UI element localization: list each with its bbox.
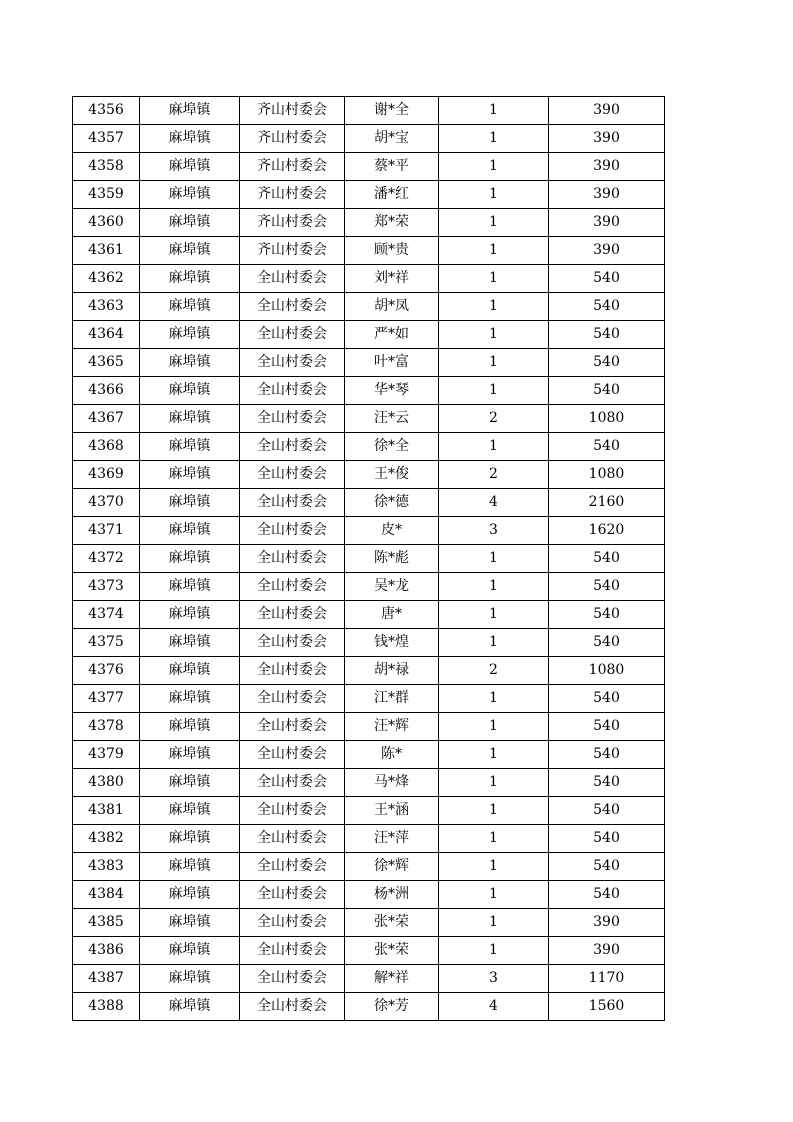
table-row (73, 181, 665, 209)
cell-household-count: 1 (439, 629, 549, 657)
cell-row-number: 4366 (73, 377, 140, 405)
data-table (72, 96, 665, 1021)
cell-town: 麻埠镇 (140, 965, 240, 993)
cell-amount: 1620 (549, 517, 665, 545)
cell-household-count: 1 (439, 237, 549, 265)
cell-household-count: 1 (439, 713, 549, 741)
table-row (73, 769, 665, 797)
table-row (73, 489, 665, 517)
table-row (73, 237, 665, 265)
cell-row-number: 4358 (73, 153, 140, 181)
table-row (73, 97, 665, 125)
cell-household-count: 1 (439, 265, 549, 293)
cell-row-number: 4371 (73, 517, 140, 545)
cell-town: 麻埠镇 (140, 461, 240, 489)
cell-household-count: 1 (439, 545, 549, 573)
cell-person-name: 谢*全 (345, 97, 439, 125)
cell-person-name: 华*琴 (345, 377, 439, 405)
table-row (73, 937, 665, 965)
table-row (73, 993, 665, 1021)
cell-row-number: 4388 (73, 993, 140, 1021)
cell-amount: 540 (549, 713, 665, 741)
cell-town: 麻埠镇 (140, 881, 240, 909)
cell-person-name: 汪*萍 (345, 825, 439, 853)
cell-amount: 1170 (549, 965, 665, 993)
cell-person-name: 汪*云 (345, 405, 439, 433)
cell-amount: 390 (549, 237, 665, 265)
cell-town: 麻埠镇 (140, 181, 240, 209)
cell-town: 麻埠镇 (140, 209, 240, 237)
cell-village-committee: 齐山村委会 (240, 153, 345, 181)
cell-household-count: 1 (439, 853, 549, 881)
cell-amount: 390 (549, 153, 665, 181)
cell-town: 麻埠镇 (140, 713, 240, 741)
cell-town: 麻埠镇 (140, 853, 240, 881)
cell-town: 麻埠镇 (140, 377, 240, 405)
table-row (73, 629, 665, 657)
cell-person-name: 胡*凤 (345, 293, 439, 321)
cell-amount: 540 (549, 321, 665, 349)
cell-row-number: 4380 (73, 769, 140, 797)
cell-household-count: 1 (439, 601, 549, 629)
cell-person-name: 严*如 (345, 321, 439, 349)
cell-person-name: 徐*辉 (345, 853, 439, 881)
table-row (73, 517, 665, 545)
cell-village-committee: 全山村委会 (240, 517, 345, 545)
cell-town: 麻埠镇 (140, 769, 240, 797)
cell-amount: 540 (549, 293, 665, 321)
cell-household-count: 1 (439, 181, 549, 209)
cell-row-number: 4367 (73, 405, 140, 433)
cell-person-name: 钱*煌 (345, 629, 439, 657)
cell-village-committee: 齐山村委会 (240, 237, 345, 265)
cell-row-number: 4382 (73, 825, 140, 853)
cell-amount: 1080 (549, 657, 665, 685)
cell-household-count: 3 (439, 965, 549, 993)
cell-village-committee: 全山村委会 (240, 685, 345, 713)
cell-village-committee: 全山村委会 (240, 629, 345, 657)
cell-town: 麻埠镇 (140, 629, 240, 657)
cell-row-number: 4379 (73, 741, 140, 769)
cell-household-count: 2 (439, 657, 549, 685)
cell-town: 麻埠镇 (140, 909, 240, 937)
cell-village-committee: 全山村委会 (240, 853, 345, 881)
cell-row-number: 4376 (73, 657, 140, 685)
cell-person-name: 汪*辉 (345, 713, 439, 741)
cell-person-name: 陈* (345, 741, 439, 769)
cell-household-count: 4 (439, 489, 549, 517)
cell-person-name: 张*荣 (345, 937, 439, 965)
cell-row-number: 4361 (73, 237, 140, 265)
cell-amount: 540 (549, 601, 665, 629)
cell-household-count: 1 (439, 97, 549, 125)
cell-person-name: 叶*富 (345, 349, 439, 377)
cell-town: 麻埠镇 (140, 153, 240, 181)
table-row (73, 685, 665, 713)
cell-amount: 540 (549, 377, 665, 405)
cell-household-count: 1 (439, 909, 549, 937)
cell-town: 麻埠镇 (140, 545, 240, 573)
cell-village-committee: 全山村委会 (240, 265, 345, 293)
cell-village-committee: 全山村委会 (240, 601, 345, 629)
cell-person-name: 顾*贵 (345, 237, 439, 265)
cell-town: 麻埠镇 (140, 321, 240, 349)
cell-town: 麻埠镇 (140, 937, 240, 965)
cell-village-committee: 全山村委会 (240, 825, 345, 853)
cell-household-count: 1 (439, 125, 549, 153)
cell-amount: 1080 (549, 461, 665, 489)
cell-household-count: 1 (439, 937, 549, 965)
cell-row-number: 4378 (73, 713, 140, 741)
table-row (73, 321, 665, 349)
cell-household-count: 1 (439, 153, 549, 181)
cell-village-committee: 全山村委会 (240, 349, 345, 377)
cell-town: 麻埠镇 (140, 349, 240, 377)
table-row (73, 377, 665, 405)
cell-household-count: 1 (439, 377, 549, 405)
cell-village-committee: 全山村委会 (240, 321, 345, 349)
cell-village-committee: 全山村委会 (240, 769, 345, 797)
cell-person-name: 王*涵 (345, 797, 439, 825)
table-row (73, 461, 665, 489)
table-row (73, 293, 665, 321)
table-row (73, 657, 665, 685)
cell-village-committee: 全山村委会 (240, 965, 345, 993)
cell-amount: 1560 (549, 993, 665, 1021)
cell-town: 麻埠镇 (140, 825, 240, 853)
cell-row-number: 4365 (73, 349, 140, 377)
cell-household-count: 1 (439, 797, 549, 825)
cell-row-number: 4385 (73, 909, 140, 937)
cell-amount: 540 (549, 741, 665, 769)
cell-village-committee: 全山村委会 (240, 461, 345, 489)
cell-town: 麻埠镇 (140, 685, 240, 713)
cell-row-number: 4356 (73, 97, 140, 125)
table-row (73, 405, 665, 433)
cell-village-committee: 全山村委会 (240, 573, 345, 601)
table-row (73, 601, 665, 629)
cell-amount: 390 (549, 909, 665, 937)
cell-amount: 540 (549, 881, 665, 909)
cell-person-name: 徐*芳 (345, 993, 439, 1021)
cell-amount: 390 (549, 181, 665, 209)
cell-person-name: 杨*洲 (345, 881, 439, 909)
cell-household-count: 3 (439, 517, 549, 545)
cell-row-number: 4387 (73, 965, 140, 993)
cell-town: 麻埠镇 (140, 993, 240, 1021)
cell-village-committee: 齐山村委会 (240, 97, 345, 125)
cell-person-name: 蔡*平 (345, 153, 439, 181)
table-row (73, 125, 665, 153)
table-body (73, 97, 665, 1021)
cell-village-committee: 齐山村委会 (240, 125, 345, 153)
cell-town: 麻埠镇 (140, 797, 240, 825)
cell-household-count: 1 (439, 769, 549, 797)
cell-person-name: 刘*祥 (345, 265, 439, 293)
table-row (73, 853, 665, 881)
cell-row-number: 4362 (73, 265, 140, 293)
cell-person-name: 江*群 (345, 685, 439, 713)
cell-person-name: 徐*德 (345, 489, 439, 517)
cell-village-committee: 齐山村委会 (240, 209, 345, 237)
cell-town: 麻埠镇 (140, 265, 240, 293)
cell-town: 麻埠镇 (140, 125, 240, 153)
cell-town: 麻埠镇 (140, 601, 240, 629)
cell-amount: 540 (549, 573, 665, 601)
cell-row-number: 4386 (73, 937, 140, 965)
cell-amount: 540 (549, 825, 665, 853)
cell-town: 麻埠镇 (140, 741, 240, 769)
cell-row-number: 4377 (73, 685, 140, 713)
cell-village-committee: 全山村委会 (240, 881, 345, 909)
cell-person-name: 徐*全 (345, 433, 439, 461)
cell-amount: 2160 (549, 489, 665, 517)
cell-household-count: 1 (439, 293, 549, 321)
cell-row-number: 4374 (73, 601, 140, 629)
cell-village-committee: 全山村委会 (240, 377, 345, 405)
table-row (73, 545, 665, 573)
cell-row-number: 4372 (73, 545, 140, 573)
cell-village-committee: 全山村委会 (240, 433, 345, 461)
table-row (73, 909, 665, 937)
table-row (73, 209, 665, 237)
cell-town: 麻埠镇 (140, 97, 240, 125)
table-row (73, 349, 665, 377)
cell-village-committee: 全山村委会 (240, 993, 345, 1021)
cell-person-name: 马*烽 (345, 769, 439, 797)
cell-village-committee: 全山村委会 (240, 657, 345, 685)
cell-person-name: 王*俊 (345, 461, 439, 489)
cell-person-name: 胡*禄 (345, 657, 439, 685)
cell-household-count: 1 (439, 825, 549, 853)
cell-town: 麻埠镇 (140, 517, 240, 545)
cell-amount: 540 (549, 349, 665, 377)
cell-village-committee: 齐山村委会 (240, 181, 345, 209)
cell-household-count: 1 (439, 573, 549, 601)
table-row (73, 573, 665, 601)
cell-village-committee: 全山村委会 (240, 713, 345, 741)
cell-town: 麻埠镇 (140, 573, 240, 601)
table-row (73, 713, 665, 741)
table-row (73, 153, 665, 181)
cell-amount: 390 (549, 125, 665, 153)
cell-row-number: 4357 (73, 125, 140, 153)
cell-household-count: 1 (439, 741, 549, 769)
cell-town: 麻埠镇 (140, 657, 240, 685)
cell-row-number: 4363 (73, 293, 140, 321)
cell-town: 麻埠镇 (140, 293, 240, 321)
cell-person-name: 郑*荣 (345, 209, 439, 237)
cell-town: 麻埠镇 (140, 237, 240, 265)
cell-amount: 540 (549, 433, 665, 461)
cell-village-committee: 全山村委会 (240, 937, 345, 965)
cell-household-count: 1 (439, 209, 549, 237)
cell-person-name: 吴*龙 (345, 573, 439, 601)
cell-village-committee: 全山村委会 (240, 741, 345, 769)
cell-village-committee: 全山村委会 (240, 909, 345, 937)
cell-amount: 1080 (549, 405, 665, 433)
cell-person-name: 胡*宝 (345, 125, 439, 153)
cell-household-count: 1 (439, 685, 549, 713)
cell-village-committee: 全山村委会 (240, 489, 345, 517)
table-row (73, 265, 665, 293)
cell-row-number: 4359 (73, 181, 140, 209)
cell-village-committee: 全山村委会 (240, 293, 345, 321)
cell-row-number: 4364 (73, 321, 140, 349)
cell-person-name: 陈*彪 (345, 545, 439, 573)
cell-row-number: 4373 (73, 573, 140, 601)
table-row (73, 825, 665, 853)
cell-row-number: 4370 (73, 489, 140, 517)
cell-household-count: 4 (439, 993, 549, 1021)
cell-household-count: 1 (439, 881, 549, 909)
cell-person-name: 解*祥 (345, 965, 439, 993)
cell-row-number: 4360 (73, 209, 140, 237)
table-row (73, 881, 665, 909)
cell-household-count: 2 (439, 461, 549, 489)
cell-household-count: 2 (439, 405, 549, 433)
cell-row-number: 4375 (73, 629, 140, 657)
cell-person-name: 潘*红 (345, 181, 439, 209)
cell-row-number: 4381 (73, 797, 140, 825)
cell-household-count: 1 (439, 349, 549, 377)
cell-amount: 540 (549, 545, 665, 573)
cell-amount: 390 (549, 97, 665, 125)
cell-row-number: 4369 (73, 461, 140, 489)
cell-amount: 540 (549, 797, 665, 825)
cell-amount: 540 (549, 769, 665, 797)
cell-row-number: 4384 (73, 881, 140, 909)
table-row (73, 741, 665, 769)
cell-household-count: 1 (439, 321, 549, 349)
cell-town: 麻埠镇 (140, 405, 240, 433)
cell-household-count: 1 (439, 433, 549, 461)
cell-person-name: 张*荣 (345, 909, 439, 937)
table-row (73, 965, 665, 993)
cell-amount: 390 (549, 209, 665, 237)
cell-town: 麻埠镇 (140, 489, 240, 517)
cell-amount: 390 (549, 937, 665, 965)
cell-person-name: 唐* (345, 601, 439, 629)
cell-person-name: 皮* (345, 517, 439, 545)
table-row (73, 797, 665, 825)
cell-amount: 540 (549, 629, 665, 657)
cell-amount: 540 (549, 853, 665, 881)
cell-village-committee: 全山村委会 (240, 797, 345, 825)
cell-amount: 540 (549, 685, 665, 713)
cell-town: 麻埠镇 (140, 433, 240, 461)
cell-village-committee: 全山村委会 (240, 545, 345, 573)
cell-village-committee: 全山村委会 (240, 405, 345, 433)
cell-amount: 540 (549, 265, 665, 293)
cell-row-number: 4368 (73, 433, 140, 461)
table-row (73, 433, 665, 461)
cell-row-number: 4383 (73, 853, 140, 881)
